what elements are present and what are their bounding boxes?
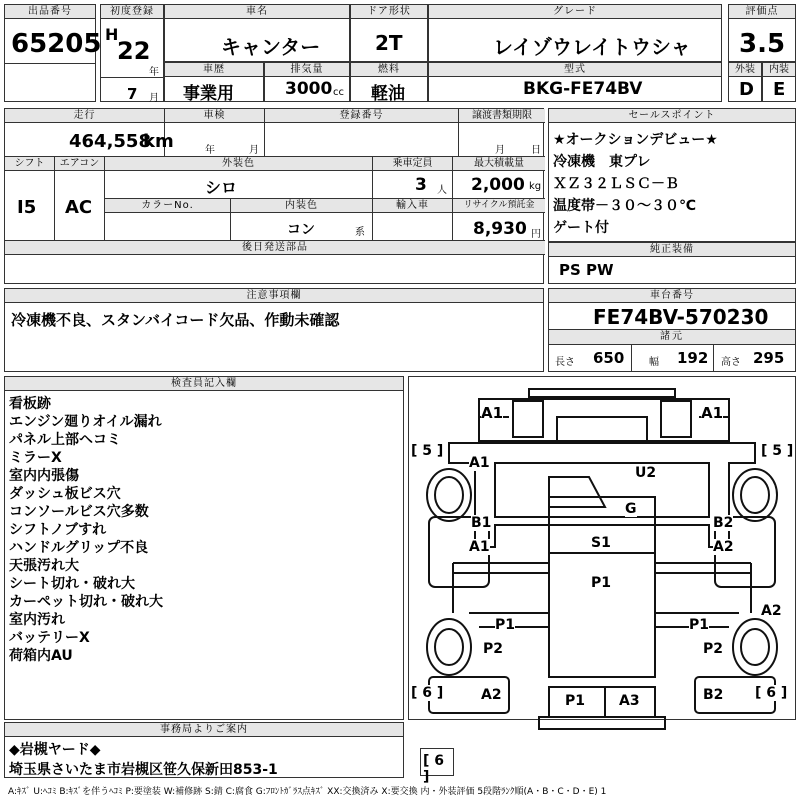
door-box (350, 4, 428, 62)
inspector-line: ミラーX (9, 450, 62, 466)
wid-label: 幅 (649, 357, 659, 368)
mark-s1: S1 (591, 535, 611, 551)
mark-6-right: [ 6 ] (755, 685, 788, 701)
sales-line: 温度帯－３０～３０℃ (553, 198, 696, 214)
mark-5-left: [ 5 ] (411, 443, 444, 459)
recycle-unit: 円 (531, 229, 541, 240)
mark-a1-front-right: A1 (701, 404, 724, 422)
details-block (4, 108, 544, 284)
registration-box (100, 4, 164, 102)
score: 3.5 (739, 29, 786, 59)
load: 2,000 (471, 175, 525, 195)
inspector-line: カーペット切れ・破れ大 (9, 594, 163, 610)
plate-label: 登録番号 (265, 109, 458, 123)
mark-b2-right: B2 (703, 687, 724, 703)
inspection-label: 車検 (165, 109, 264, 123)
office-line1: ◆岩槻ヤード◆ (9, 742, 101, 758)
lot-box (4, 4, 102, 102)
inspector-line: エンジン廻りオイル漏れ (9, 414, 162, 430)
legend: A:ｷｽﾞ U:ﾍｺﾐ B:ｷｽﾞを伴うﾍｺﾐ P:要塗装 W:補修跡 S:錆 C:腐食 G:ﾌﾛﾝﾄｶﾞﾗｽ点ｷｽﾞ XX:交換済み X:要交換 内・外装評価 5段階ﾗﾝｸ順(A・B・C・D・E) 1 (8, 787, 607, 797)
score-label: 評価点 (729, 5, 795, 19)
chassis-label: 車台番号 (549, 289, 795, 303)
inspector-label: 検査員記入欄 (5, 377, 403, 391)
inspector-line: 室内内張傷 (9, 468, 79, 484)
mark-b2: B2 (713, 515, 734, 531)
mark-p1-right: P1 (689, 617, 710, 633)
inspector-line: パネル上部ヘコミ (9, 432, 121, 448)
model-label: 型式 (429, 63, 721, 77)
office-line2: 埼玉県さいたま市岩槻区笹久保新田853-1 (9, 762, 278, 778)
int-box (762, 62, 796, 102)
grade-label: グレード (429, 5, 721, 19)
history-box (164, 62, 264, 102)
insp-year: 年 (205, 145, 215, 156)
mileage-unit: km (143, 131, 174, 152)
mark-p2-left: P2 (483, 641, 504, 657)
equipment: PS PW (559, 261, 614, 279)
equipment-box (548, 242, 796, 284)
insp-month: 月 (249, 145, 259, 156)
inspector-line: 看板跡 (9, 396, 51, 412)
hgt-label: 高さ (721, 357, 741, 368)
int-grade: E (773, 79, 786, 100)
sales-line: ★オークションデビュー★ (553, 132, 718, 148)
inspector-line: ハンドルグリップ不良 (9, 540, 149, 556)
mark-b1: B1 (471, 515, 492, 531)
displacement: 3000 (285, 79, 333, 99)
history-label: 車歴 (165, 63, 263, 77)
sales-label: セールスポイント (549, 109, 795, 123)
shift: I5 (17, 197, 37, 218)
load-unit: kg (529, 181, 542, 192)
month-unit: 月 (149, 93, 159, 104)
score-box (728, 4, 796, 62)
name-label: 車名 (165, 5, 349, 19)
fuel-box (350, 62, 428, 102)
color-label: 外装色 (105, 157, 372, 171)
model: BKG-FE74BV (523, 79, 643, 99)
office-box (4, 722, 404, 778)
mark-a2-right: A2 (761, 603, 782, 619)
history: 事業用 (183, 84, 234, 104)
inspector-line: バッテリーX (9, 630, 90, 646)
sales-line: 冷凍機 東プレ (553, 154, 651, 170)
inspector-line: ダッシュ板ビス穴 (9, 486, 121, 502)
shift-label: シフト (5, 157, 54, 171)
year-unit: 年 (149, 67, 159, 78)
mark-5-right: [ 5 ] (761, 443, 794, 459)
fuel-label: 燃料 (351, 63, 427, 77)
reg-label: 初度登録 (101, 5, 163, 19)
fuel: 軽油 (371, 84, 405, 104)
sales-line: ゲート付 (553, 220, 609, 236)
capacity-unit: 人 (437, 185, 447, 196)
mark-p1-left: P1 (495, 617, 516, 633)
spec-label: 諸元 (549, 329, 795, 345)
inspector-line: コンソールビス穴多数 (9, 504, 149, 520)
mark-u2: U2 (635, 465, 657, 481)
mark-p2-right: P2 (703, 641, 724, 657)
sales-box (548, 108, 796, 242)
interior-label: 内装色 (231, 199, 372, 213)
rear-bumper (539, 687, 665, 729)
mark-a1-left: A1 (469, 455, 490, 471)
mark-a1-side: A1 (469, 539, 490, 555)
load-label: 最大積載量 (453, 157, 545, 171)
wheel-rr (733, 619, 777, 675)
mileage: 464,558 (69, 131, 151, 152)
reg-year: 22 (117, 37, 151, 65)
disp-label: 排気量 (265, 63, 349, 77)
width: 192 (677, 349, 709, 367)
capacity: 3 (415, 175, 427, 195)
color: シロ (205, 178, 238, 197)
name-box (164, 4, 350, 62)
import-label: 輸入車 (373, 199, 452, 213)
office-label: 事務局よりご案内 (5, 723, 403, 737)
reg-month: 7 (127, 85, 138, 103)
tr-month: 月 (495, 145, 505, 156)
lot-label: 出品番号 (5, 5, 95, 19)
inspector-line: 室内汚れ (9, 612, 65, 628)
disp-unit: cc (333, 87, 344, 98)
height: 295 (753, 349, 785, 367)
interior: コン (287, 222, 315, 238)
notes-box (4, 288, 544, 372)
ac-label: エアコン (55, 157, 104, 171)
mark-p1-bottom: P1 (565, 693, 586, 709)
inspector-line: シフトノブすれ (9, 522, 107, 538)
door-label: ドア形状 (351, 5, 427, 19)
rear-mark-box (420, 748, 454, 785)
int-label: 内装 (763, 63, 795, 77)
inspector-box (4, 376, 404, 720)
interior-unit: 系 (355, 227, 365, 238)
grade-box (428, 4, 722, 62)
later-parts-label: 後日発送部品 (5, 241, 545, 255)
ext-box (728, 62, 762, 102)
model-box (428, 62, 722, 102)
transfer-label: 譲渡書類期限 (459, 109, 545, 123)
mark-6-bottom: [ 6 ] (423, 753, 445, 785)
mark-a3: A3 (619, 693, 640, 709)
grade: レイゾウレイトウシャ (493, 35, 691, 59)
car-name: キャンター (221, 35, 321, 59)
inspector-line: シート切れ・破れ大 (9, 576, 135, 592)
displacement-box (264, 62, 350, 102)
mileage-label: 走行 (5, 109, 164, 123)
inspector-line: 荷箱内AU (9, 648, 73, 664)
ac: AC (65, 197, 93, 218)
tr-day: 日 (531, 145, 541, 156)
inspector-line: 天張汚れ大 (9, 558, 79, 574)
wheel-rl (427, 619, 471, 675)
recycle: 8,930 (473, 219, 527, 239)
mark-g: G (625, 501, 637, 517)
mark-a1-front-left: A1 (481, 404, 504, 422)
mark-a2-side: A2 (713, 539, 734, 555)
damage-diagram (408, 376, 796, 720)
mark-a2-left: A2 (481, 687, 502, 703)
ext-grade: D (739, 79, 754, 100)
length: 650 (593, 349, 625, 367)
sales-line: ＸＺ３２ＬＳＣ－Ｂ (553, 176, 679, 192)
mark-p1-center: P1 (591, 575, 612, 591)
ext-label: 外装 (729, 63, 761, 77)
era: H (105, 25, 119, 44)
notes-label: 注意事項欄 (5, 289, 543, 303)
capacity-label: 乗車定員 (373, 157, 452, 171)
len-label: 長さ (555, 357, 575, 368)
notes-text: 冷凍機不良、スタンバイコード欠品、作動未確認 (11, 311, 340, 329)
lot-number: 65205 (11, 29, 102, 59)
mark-6-left: [ 6 ] (411, 685, 444, 701)
recycle-label: リサイクル預託金 (453, 199, 545, 213)
chassis-box (548, 288, 796, 372)
door: 2T (375, 31, 403, 55)
equipment-label: 純正装備 (549, 243, 795, 257)
colorno-label: カラーNo. (105, 199, 230, 213)
chassis-number: FE74BV-570230 (593, 305, 769, 329)
